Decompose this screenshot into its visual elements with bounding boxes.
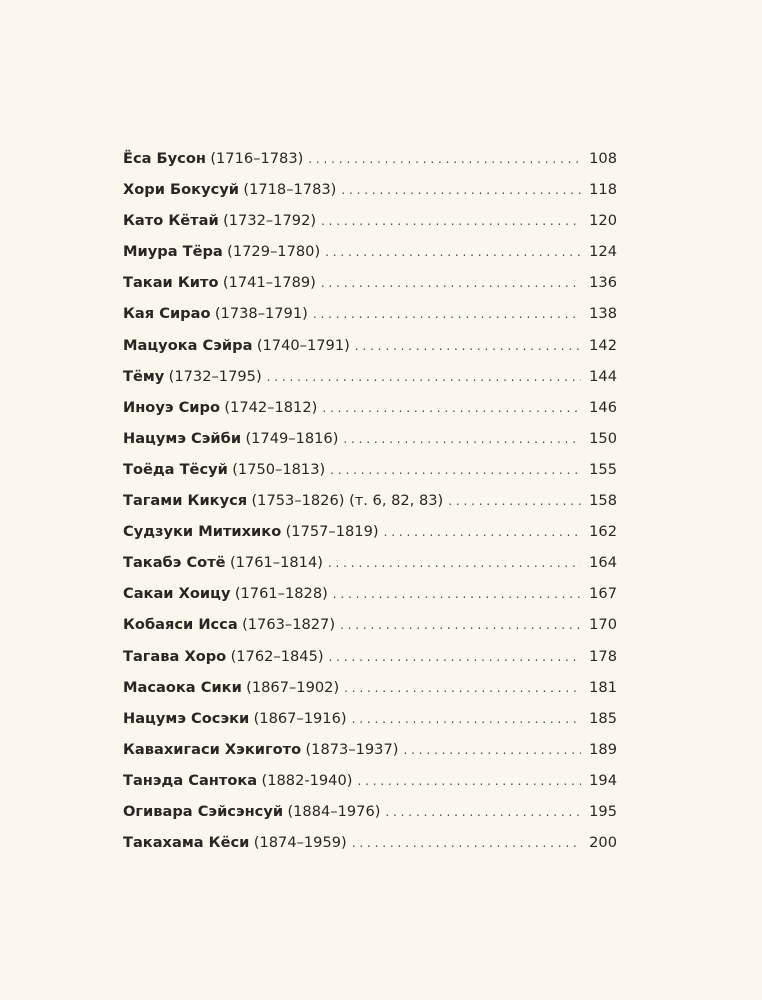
toc-entry[interactable] — [123, 330, 617, 361]
author-name: Ёса Бусон — [123, 150, 206, 167]
toc-entry[interactable] — [123, 392, 617, 423]
author-years: (1732–1795) — [168, 367, 262, 385]
dot-leader — [355, 331, 581, 362]
author-years: (1718–1783) — [243, 181, 337, 199]
author-years: (1761–1828) — [234, 585, 328, 603]
page-number: 195 — [589, 802, 617, 820]
toc-entry[interactable] — [123, 796, 617, 827]
dot-leader — [341, 175, 581, 206]
page-number: 164 — [589, 554, 617, 572]
author-years: (1729–1780) — [227, 243, 321, 261]
dot-leader — [385, 797, 581, 828]
dot-leader — [321, 268, 581, 299]
dot-leader — [340, 610, 581, 641]
toc-entry[interactable] — [123, 609, 617, 640]
author-years: (1742–1812) — [224, 398, 318, 416]
dot-leader — [308, 144, 581, 175]
toc-entry[interactable] — [123, 641, 617, 672]
toc-entry[interactable] — [123, 827, 617, 858]
author-years: (1750–1813) — [232, 460, 326, 478]
toc-entry[interactable] — [123, 578, 617, 609]
author-years: (1763–1827) — [242, 616, 336, 634]
page-number: 142 — [589, 336, 617, 354]
author-name: Тагава Хоро — [123, 647, 227, 665]
author-years: (1882-1940) — [261, 771, 353, 789]
author-name: Тоёда Тёсуй — [123, 460, 228, 478]
author-name: Нацумэ Сосэки — [123, 709, 250, 727]
author-years: (1867–1902) — [246, 678, 340, 696]
author-years: (1740–1791) — [256, 336, 350, 354]
author-years: (1867–1916) — [253, 709, 347, 727]
page-number: 162 — [589, 523, 617, 541]
author-name: Судзуки Митихико — [123, 523, 282, 541]
dot-leader — [343, 424, 581, 455]
author-name: Кавахигаси Хэкигото — [123, 740, 302, 758]
author-name: Такабэ Сотё — [123, 554, 226, 572]
table-of-contents — [123, 143, 617, 858]
dot-leader — [344, 673, 581, 704]
page-number: 158 — [589, 492, 617, 510]
toc-entry[interactable] — [123, 765, 617, 796]
toc-entry[interactable] — [123, 174, 617, 205]
page-number: 144 — [589, 367, 617, 385]
author-years: (1874–1959) — [253, 834, 347, 852]
author-years: (1741–1789) — [222, 274, 316, 292]
page-number: 150 — [589, 429, 617, 447]
author-years: (1738–1791) — [214, 305, 308, 323]
dot-leader — [330, 455, 581, 486]
toc-entry[interactable] — [123, 423, 617, 454]
author-name: Нацумэ Сэйби — [123, 429, 242, 447]
toc-entry[interactable] — [123, 734, 617, 765]
dot-leader — [352, 704, 581, 735]
page-number: 200 — [589, 834, 617, 852]
author-name: Мацуока Сэйра — [123, 336, 253, 354]
author-name: Такахама Кёси — [123, 834, 250, 852]
author-years: (1732–1792) — [223, 212, 317, 230]
page-number: 136 — [589, 274, 617, 292]
page-number: 170 — [589, 616, 617, 634]
author-name: Танэда Сантока — [123, 771, 258, 789]
page-number: 120 — [589, 212, 617, 230]
toc-entry[interactable] — [123, 267, 617, 298]
dot-leader — [333, 579, 581, 610]
dot-leader — [321, 206, 581, 237]
author-name: Хори Бокусуй — [123, 181, 239, 199]
page-number: 155 — [589, 460, 617, 478]
author-name: Като Кётай — [123, 212, 219, 230]
dot-leader — [352, 828, 581, 859]
author-years: (1757–1819) — [285, 523, 379, 541]
author-years: (1761–1814) — [229, 554, 323, 572]
toc-entry[interactable] — [123, 516, 617, 547]
page-number: 108 — [589, 150, 617, 167]
toc-entry[interactable] — [123, 672, 617, 703]
author-name: Иноуэ Сиро — [123, 398, 220, 416]
toc-entry[interactable] — [123, 236, 617, 267]
page-number: 178 — [589, 647, 617, 665]
author-years: (1753–1826) (т. 6, 82, 83) — [251, 492, 444, 510]
dot-leader — [325, 237, 581, 268]
page-number: 194 — [589, 771, 617, 789]
author-years: (1884–1976) — [287, 802, 381, 820]
toc-entry[interactable] — [123, 485, 617, 516]
author-years: (1749–1816) — [245, 429, 339, 447]
toc-entry[interactable] — [123, 205, 617, 236]
author-name: Сакаи Хоицу — [123, 585, 231, 603]
dot-leader — [384, 517, 581, 548]
author-name: Тёму — [123, 367, 165, 385]
author-name: Масаока Сики — [123, 678, 242, 696]
dot-leader — [403, 735, 581, 766]
dot-leader — [357, 766, 581, 797]
author-name: Миура Тёра — [123, 243, 223, 261]
toc-entry[interactable] — [123, 703, 617, 734]
author-name: Кобаяси Исса — [123, 616, 238, 634]
dot-leader — [313, 299, 581, 330]
author-name: Тагами Кикуся — [123, 492, 248, 510]
page-number: 185 — [589, 709, 617, 727]
author-years: (1716–1783) — [210, 150, 304, 167]
author-years: (1873–1937) — [305, 740, 399, 758]
dot-leader — [328, 548, 581, 579]
toc-entry[interactable] — [123, 143, 617, 174]
toc-entry[interactable] — [123, 298, 617, 329]
page-number: 124 — [589, 243, 617, 261]
page-number: 181 — [589, 678, 617, 696]
page-number: 146 — [589, 398, 617, 416]
dot-leader — [267, 362, 581, 393]
toc-entry[interactable] — [123, 547, 617, 578]
toc-entry[interactable] — [123, 361, 617, 392]
author-name: Такаи Кито — [123, 274, 219, 292]
toc-entry[interactable] — [123, 454, 617, 485]
page-number: 118 — [589, 181, 617, 199]
author-name: Огивара Сэйсэнсуй — [123, 802, 284, 820]
dot-leader — [329, 642, 581, 673]
dot-leader — [322, 393, 581, 424]
author-name: Кая Сирао — [123, 305, 211, 323]
author-years: (1762–1845) — [230, 647, 324, 665]
page-number: 189 — [589, 740, 617, 758]
page-number: 167 — [589, 585, 617, 603]
dot-leader — [448, 486, 581, 517]
page-number: 138 — [589, 305, 617, 323]
